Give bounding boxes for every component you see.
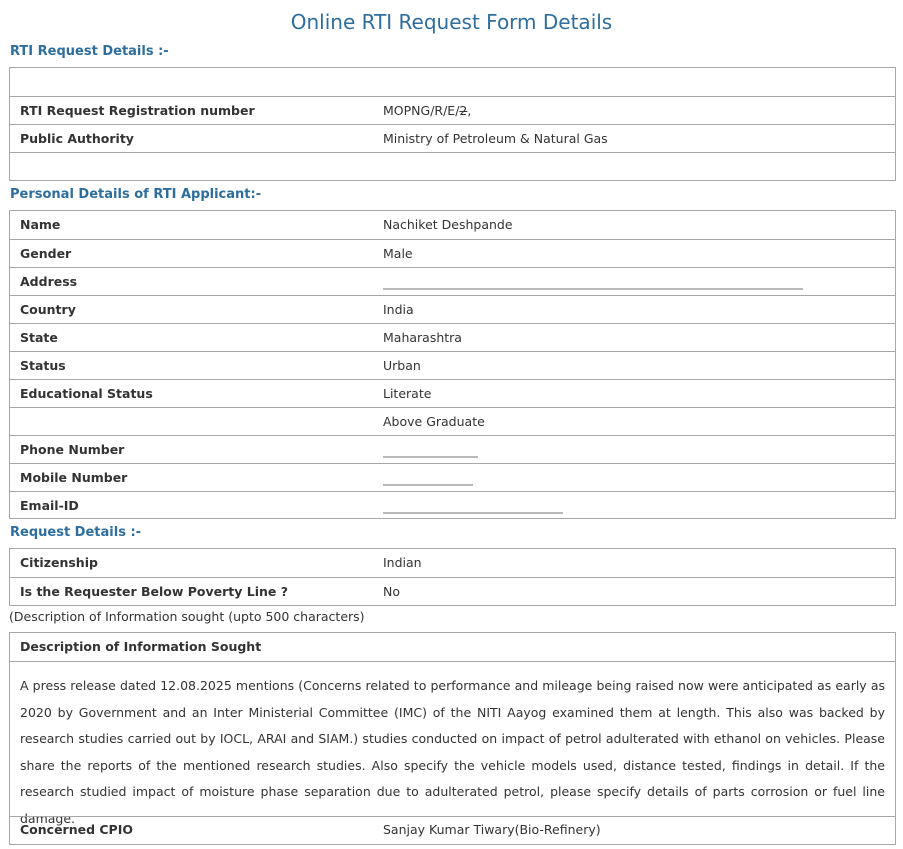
citizenship-label: Citizenship [20,555,98,570]
table-row [10,239,895,267]
description-header: Description of Information Sought [20,639,262,654]
table-row [10,124,895,152]
table-row [10,96,895,124]
bpl-label: Is the Requester Below Poverty Line ? [20,584,289,599]
table-row [10,211,895,239]
table-row [10,379,895,407]
empty-row [10,152,895,180]
table-row [10,549,895,577]
table-row [10,351,895,379]
country-label: Country [20,302,76,317]
section-personal-heading: Personal Details of RTI Applicant:- [10,187,262,202]
authority-label: Public Authority [20,131,134,146]
personal-details-table [9,210,896,519]
address-label: Address [20,274,78,289]
authority-value: Ministry of Petroleum & Natural Gas [383,131,608,146]
description-text: A press release dated 12.08.2025 mentions (Concerns related to performance and mileage being raised now were anticipated as early as 2020 by Government and an Inter Ministerial Committee (IMC) of the NITI Aayog examined them at length. This also was backed by research studies carried out by IOCL, ARAI and SIAM.) studies conducted on impact of petrol adulterated with ethanol on vehicles. Please share the reports of the mentioned research studies. Also specify the vehicle models used, distance tested, findings in detail. If the research studied impact of moisture phase separation due to adulterated petrol, please specify details of parts corrosion or fuel line damage. [20,678,885,826]
table-row [10,267,895,295]
redaction-mark [383,288,803,290]
table-row [10,323,895,351]
table-row [10,661,895,826]
table-row [10,633,895,661]
status-value: Urban [383,358,421,373]
request-details-table [9,548,896,606]
registration-value: MOPNG/R/E/2̶, [383,103,472,118]
country-value: India [383,302,414,317]
table-row [10,577,895,605]
table-row [10,816,895,844]
bpl-value: No [383,584,400,599]
rti-details-table [9,67,896,181]
table-row [10,491,895,518]
description-hint: (Description of Information sought (upto 500 characters) [9,609,365,624]
description-table [9,632,896,845]
phone-redacted [383,448,478,463]
state-value: Maharashtra [383,330,462,345]
table-row [10,407,895,435]
gender-label: Gender [20,246,72,261]
email-redacted [383,504,563,519]
status-label: Status [20,358,66,373]
redaction-mark [383,512,563,514]
section-request-heading: Request Details :- [10,525,142,540]
address-redacted [383,280,803,295]
name-value: Nachiket Deshpande [383,217,513,232]
table-row [10,435,895,463]
gender-value: Male [383,246,413,261]
education-value: Literate [383,386,432,401]
phone-label: Phone Number [20,442,125,457]
empty-row [10,68,895,96]
registration-label: RTI Request Registration number [20,103,255,118]
email-label: Email-ID [20,498,79,513]
mobile-label: Mobile Number [20,470,128,485]
state-label: State [20,330,58,345]
citizenship-value: Indian [383,555,422,570]
redaction-mark [383,456,478,458]
education-value-2: Above Graduate [383,414,485,429]
name-label: Name [20,217,61,232]
mobile-redacted [383,476,473,491]
redaction-mark [383,484,473,486]
cpio-label: Concerned CPIO [20,822,134,837]
page-title: Online RTI Request Form Details [290,10,613,34]
section-rti-heading: RTI Request Details :- [10,44,169,59]
table-row [10,463,895,491]
table-row [10,295,895,323]
cpio-value: Sanjay Kumar Tiwary(Bio-Refinery) [383,822,601,837]
education-label: Educational Status [20,386,153,401]
